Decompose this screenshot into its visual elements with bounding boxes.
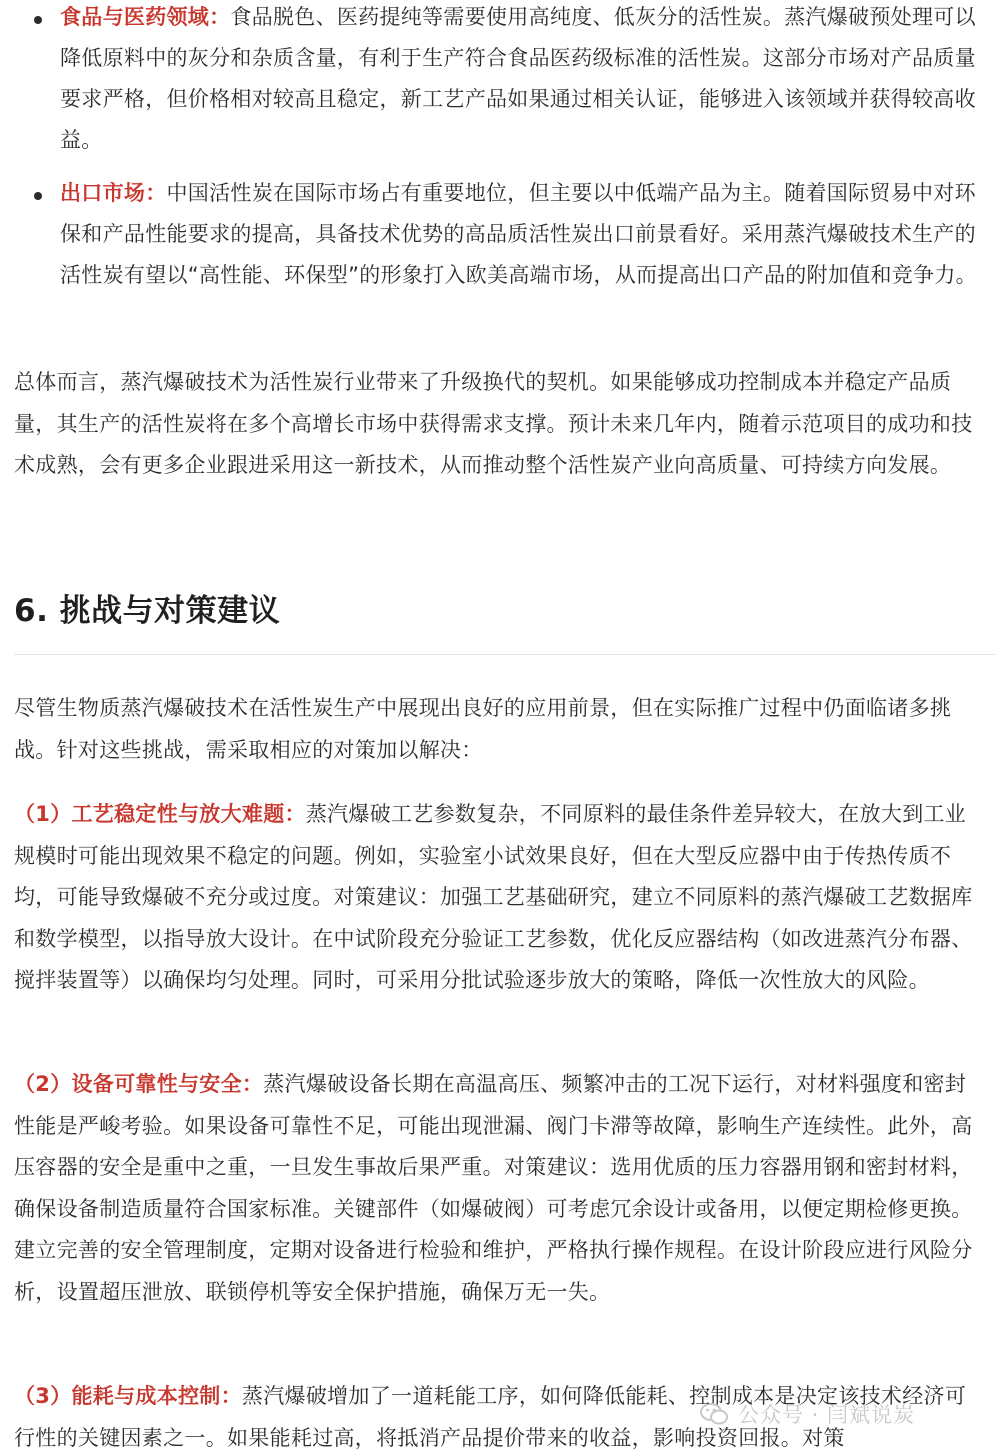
challenge-item xyxy=(14,1064,986,1313)
challenge-body: 蒸汽爆破工艺参数复杂，不同原料的最佳条件差异较大，在放大到工业规模时可能出现效果不稳定的问题。例如，实验室小试效果良好，但在大型反应器中由于传热传质不均，可能导致爆破不充分或过度。对策建议：加强工艺基础研究，建立不同原料的蒸汽爆破工艺数据库和数学模型，以指导放大设计。在中试阶段充分验证工艺参数，优化反应器结构（如改进蒸汽分布器、搅拌装置等）以确保均匀处理。同时，可采用分批试验逐步放大的策略，降低一次性放大的风险。 xyxy=(14,802,973,992)
bullet-label: 食品与医药领域： xyxy=(60,5,231,29)
challenge-body: 蒸汽爆破设备长期在高温高压、频繁冲击的工况下运行，对材料强度和密封性能是严峻考验。如果设备可靠性不足，可能出现泄漏、阀门卡滞等故障，影响生产连续性。此外，高压容器的安全是重中之重，一旦发生事故后果严重。对策建议：选用优质的压力容器用钢和密封材料，确保设备制造质量符合国家标准。关键部件（如爆破阀）可考虑冗余设计或备用，以便定期检修更换。建立完善的安全管理制度，定期对设备进行检验和维护，严格执行操作规程。在设计阶段应进行风险分析，设置超压泄放、联锁停机等安全保护措施，确保万无一失。 xyxy=(14,1072,973,1304)
challenge-label: （1）工艺稳定性与放大难题： xyxy=(14,802,306,826)
challenge-label: （2）设备可靠性与安全： xyxy=(14,1072,264,1096)
wechat-icon xyxy=(700,1402,728,1426)
challenge-body: 蒸汽爆破增加了一道耗能工序，如何降低能耗、控制成本是决定该技术经济可行性的关键因素之一。如果能耗过高，将抵消产品提价带来的收益，影响投资回报。对策 xyxy=(14,1384,967,1450)
challenge-item xyxy=(14,794,986,1002)
bullet-dot xyxy=(34,192,42,200)
intro-paragraph: 尽管生物质蒸汽爆破技术在活性炭生产中展现出良好的应用前景，但在实际推广过程中仍面临诸多挑战。针对这些挑战，需采取相应的对策加以解决： xyxy=(14,696,952,762)
bullet-paragraph xyxy=(60,0,995,161)
summary-paragraph: 总体而言，蒸汽爆破技术为活性炭行业带来了升级换代的契机。如果能够成功控制成本并稳定产品质量，其生产的活性炭将在多个高增长市场中获得需求支撑。预计未来几年内，随着示范项目的成功和技术成熟，会有更多企业跟进采用这一新技术，从而推动整个活性炭产业向高质量、可持续方向发展。 xyxy=(14,370,973,477)
account-watermark xyxy=(700,1396,915,1432)
bullet-dot xyxy=(34,16,42,24)
section-divider xyxy=(14,654,996,655)
section-heading: 6. 挑战与对策建议 xyxy=(14,593,281,629)
watermark-text: 公众号 · 闫斌说炭 xyxy=(738,1403,916,1427)
bullet-body: 食品脱色、医药提纯等需要使用高纯度、低灰分的活性炭。蒸汽爆破预处理可以降低原料中的灰分和杂质含量，有利于生产符合食品医药级标准的活性炭。这部分市场对产品质量要求严格，但价格相对较高且稳定，新工艺产品如果通过相关认证，能够进入该领域并获得较高收益。 xyxy=(60,5,976,152)
bullet-label: 出口市场： xyxy=(60,181,167,205)
bullet-paragraph xyxy=(60,173,995,296)
challenge-label: （3）能耗与成本控制： xyxy=(14,1384,242,1408)
bullet-body: 中国活性炭在国际市场占有重要地位，但主要以中低端产品为主。随着国际贸易中对环保和产品性能要求的提高，具备技术优势的高品质活性炭出口前景看好。采用蒸汽爆破技术生产的活性炭有望以“高性能、环保型”的形象打入欧美高端市场，从而提高出口产品的附加值和竞争力。 xyxy=(60,181,977,287)
